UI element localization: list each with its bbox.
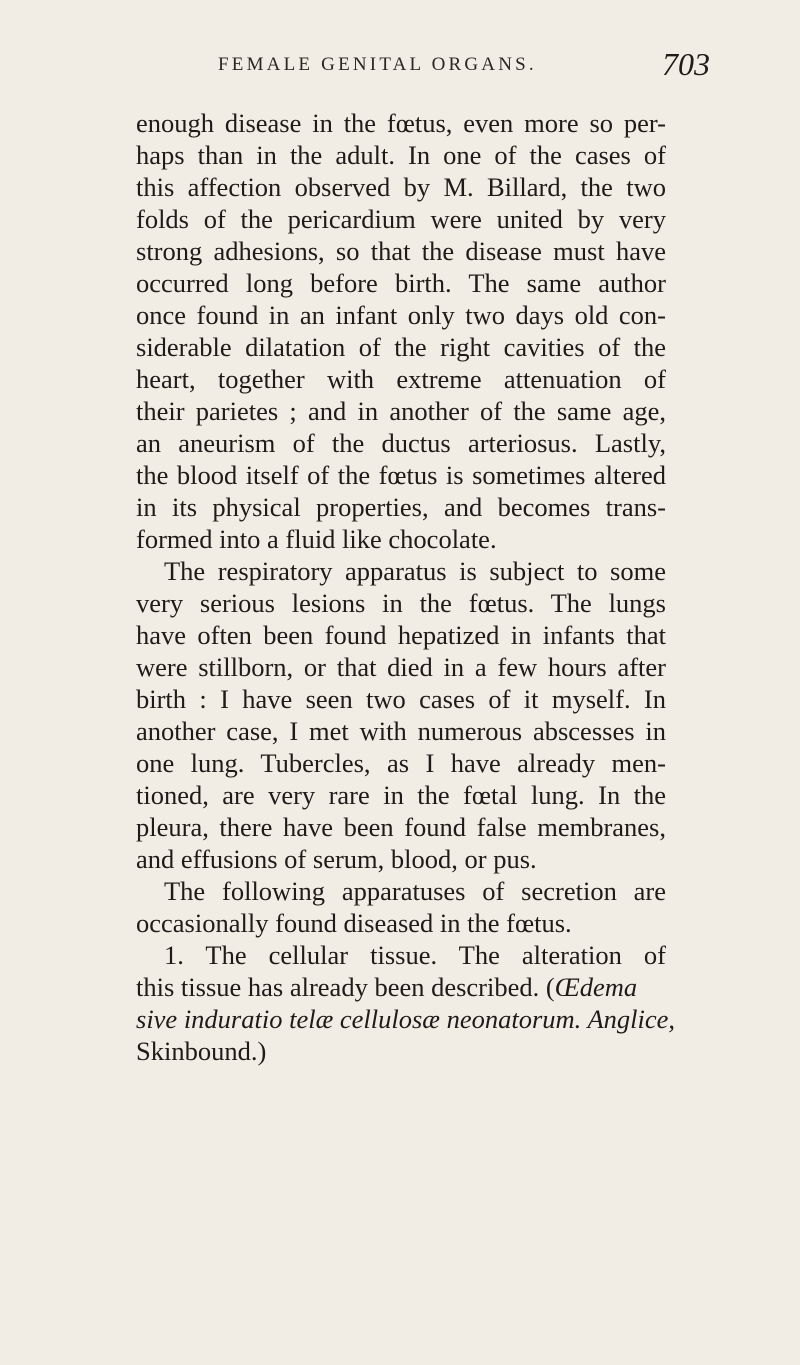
text-line: an aneurism of the ductus arteriosus. Lastly, <box>136 428 666 458</box>
text-line: the blood itself of the fœtus is sometimes altered <box>136 460 666 490</box>
text-span: this tissue has already been described. ( <box>136 972 555 1002</box>
text-line: occurred long before birth. The same author <box>136 268 666 298</box>
text-line: one lung. Tubercles, as I have already men- <box>136 748 666 778</box>
text-line: The following apparatuses of secretion are <box>164 876 666 906</box>
text-line: siderable dilatation of the right cavities of the <box>136 332 666 362</box>
italic-term: Œdema <box>554 972 638 1002</box>
text-line: another case, I met with numerous abscesses in <box>136 716 666 746</box>
text-line: haps than in the adult. In one of the cases of <box>136 140 666 170</box>
text-line: were stillborn, or that died in a few hours after <box>136 652 666 682</box>
text-line: folds of the pericardium were united by very <box>136 204 666 234</box>
text-line: enough disease in the fœtus, even more so per- <box>136 108 666 138</box>
text-line: their parietes ; and in another of the same age, <box>136 396 666 426</box>
text-line: Skinbound.) <box>136 1036 267 1066</box>
text-line: formed into a fluid like chocolate. <box>136 524 497 554</box>
text-line: this affection observed by M. Billard, the two <box>136 172 666 202</box>
body-text <box>136 107 676 1067</box>
text-line: in its physical properties, and becomes trans- <box>136 492 666 522</box>
text-line: pleura, there have been found false membranes, <box>136 812 666 842</box>
text-line: once found in an infant only two days old con- <box>136 300 666 330</box>
text-line: 1. The cellular tissue. The alteration of <box>164 940 666 970</box>
text-line-with-italic <box>136 971 666 1003</box>
text-line: heart, together with extreme attenuation of <box>136 364 666 394</box>
text-line: and effusions of serum, blood, or pus. <box>136 844 537 874</box>
text-line: very serious lesions in the fœtus. The lungs <box>136 588 666 618</box>
running-head <box>0 46 800 90</box>
text-line: birth : I have seen two cases of it myself. In <box>136 684 666 714</box>
text-line: have often been found hepatized in infants that <box>136 620 666 650</box>
text-line: The respiratory apparatus is subject to some <box>164 556 666 586</box>
running-head-title: FEMALE GENITAL ORGANS. <box>218 54 537 75</box>
text-line: strong adhesions, so that the disease must have <box>136 236 666 266</box>
text-line: tioned, are very rare in the fœtal lung. In the <box>136 780 666 810</box>
text-line: occasionally found diseased in the fœtus. <box>136 908 572 938</box>
page-number: 703 <box>662 46 710 82</box>
text-line-italic: sive induratio telæ cellulosæ neonatorum. Anglice, <box>136 1004 676 1034</box>
